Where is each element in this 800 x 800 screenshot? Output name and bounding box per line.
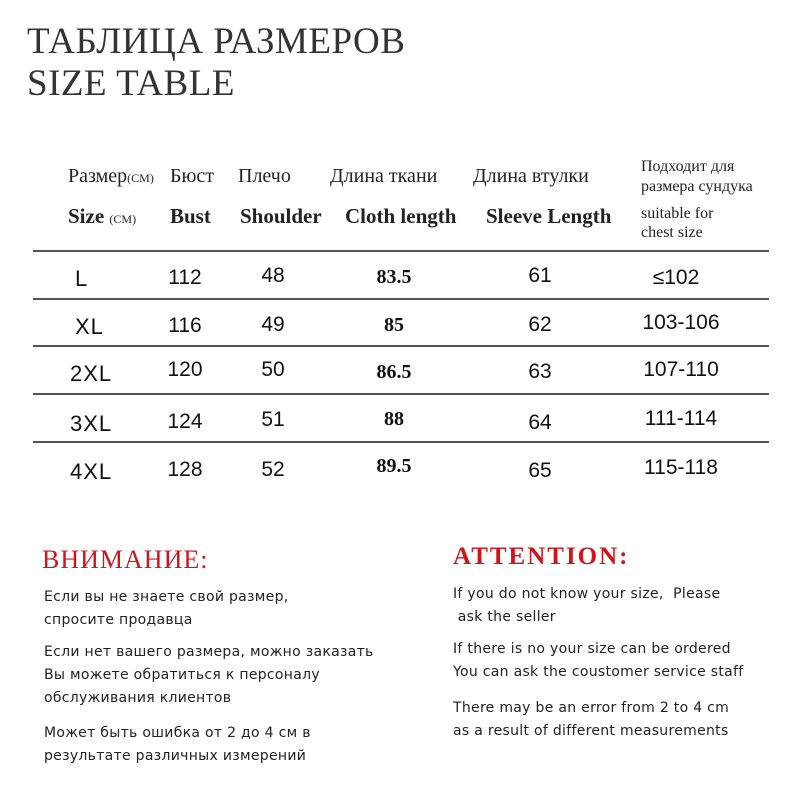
table-cell-size: 4XL bbox=[70, 459, 113, 484]
header-bust-ru: Бюст bbox=[170, 165, 215, 187]
table-cell-bust: 112 bbox=[168, 266, 202, 289]
attention-line-ru: Если нет вашего размера, можно заказать bbox=[44, 644, 374, 660]
attention-line-ru: Вы можете обратиться к персоналу bbox=[44, 667, 320, 683]
table-cell-shoulder: 52 bbox=[261, 458, 285, 481]
attention-line-ru: результате различных измерений bbox=[44, 748, 307, 764]
header-sleeve-ru: Длина втулки bbox=[473, 165, 589, 187]
table-cell-size: XL bbox=[75, 314, 104, 339]
attention-heading-ru: ВНИМАНИЕ: bbox=[42, 545, 209, 574]
header-cloth-en: Cloth length bbox=[345, 204, 457, 228]
table-rule bbox=[33, 250, 769, 252]
table-rule bbox=[33, 393, 769, 395]
attention-line-ru: обслуживания клиентов bbox=[44, 690, 232, 706]
table-cell-bust: 116 bbox=[168, 314, 202, 337]
page-title-ru: ТАБЛИЦА РАЗМЕРОВ bbox=[27, 21, 406, 62]
header-cloth-ru: Длина ткани bbox=[330, 165, 438, 187]
table-cell-bust: 124 bbox=[167, 410, 203, 433]
table-cell-sleeve: 63 bbox=[528, 360, 552, 383]
attention-line-ru: Если вы не знаете свой размер, bbox=[44, 589, 289, 605]
attention-line-ru: спросите продавца bbox=[44, 612, 193, 628]
table-cell-bust: 120 bbox=[167, 358, 203, 381]
table-cell-size: L bbox=[75, 266, 89, 291]
table-cell-chest: ≤102 bbox=[652, 266, 700, 289]
header-chest-ru-line1: Подходит для bbox=[641, 158, 735, 175]
table-cell-shoulder: 50 bbox=[261, 358, 285, 381]
header-shoulder-ru: Плечо bbox=[238, 165, 291, 187]
table-cell-shoulder: 48 bbox=[261, 264, 285, 287]
table-cell-cloth: 88 bbox=[384, 408, 404, 430]
table-cell-chest: 111-114 bbox=[644, 407, 718, 430]
attention-heading-en: ATTENTION: bbox=[453, 543, 630, 570]
attention-line-ru: Может быть ошибка от 2 до 4 см в bbox=[44, 725, 311, 741]
table-cell-cloth: 85 bbox=[384, 314, 404, 336]
table-cell-shoulder: 51 bbox=[261, 408, 285, 431]
table-cell-chest: 107-110 bbox=[643, 358, 719, 381]
table-cell-cloth: 89.5 bbox=[376, 455, 412, 477]
table-cell-cloth: 86.5 bbox=[376, 361, 412, 383]
table-cell-sleeve: 65 bbox=[528, 459, 552, 482]
table-cell-sleeve: 62 bbox=[528, 313, 552, 336]
table-cell-chest: 103-106 bbox=[642, 311, 720, 334]
table-cell-cloth: 83.5 bbox=[376, 266, 412, 288]
table-rule bbox=[33, 298, 769, 300]
page-title-en: SIZE TABLE bbox=[27, 63, 235, 104]
header-bust-en: Bust bbox=[170, 204, 211, 228]
table-rule bbox=[33, 345, 769, 347]
header-chest-ru-line2: размера сундука bbox=[641, 178, 753, 195]
attention-line-en: You can ask the coustomer service staff bbox=[453, 664, 744, 680]
header-chest-en-line2: chest size bbox=[641, 224, 703, 241]
table-cell-bust: 128 bbox=[167, 458, 203, 481]
attention-line-en: There may be an error from 2 to 4 cm bbox=[453, 700, 730, 716]
attention-line-en: as a result of different measurements bbox=[453, 723, 729, 739]
header-shoulder-en: Shoulder bbox=[240, 204, 322, 228]
header-size-ru: Размер(CM) bbox=[68, 165, 154, 187]
table-cell-sleeve: 61 bbox=[528, 264, 552, 287]
attention-line-en: If you do not know your size, Please bbox=[453, 586, 721, 602]
header-size-en: Size (CM) bbox=[68, 204, 137, 228]
table-cell-size: 3XL bbox=[70, 411, 113, 436]
header-chest-en-line1: suitable for bbox=[641, 205, 714, 222]
table-rule bbox=[33, 441, 769, 443]
table-cell-sleeve: 64 bbox=[528, 411, 552, 434]
table-cell-shoulder: 49 bbox=[261, 313, 285, 336]
header-sleeve-en: Sleeve Length bbox=[486, 204, 612, 228]
attention-line-en: If there is no your size can be ordered bbox=[453, 641, 731, 657]
table-cell-size: 2XL bbox=[70, 361, 113, 386]
attention-line-en: ask the seller bbox=[453, 609, 556, 625]
table-cell-chest: 115-118 bbox=[644, 456, 718, 479]
